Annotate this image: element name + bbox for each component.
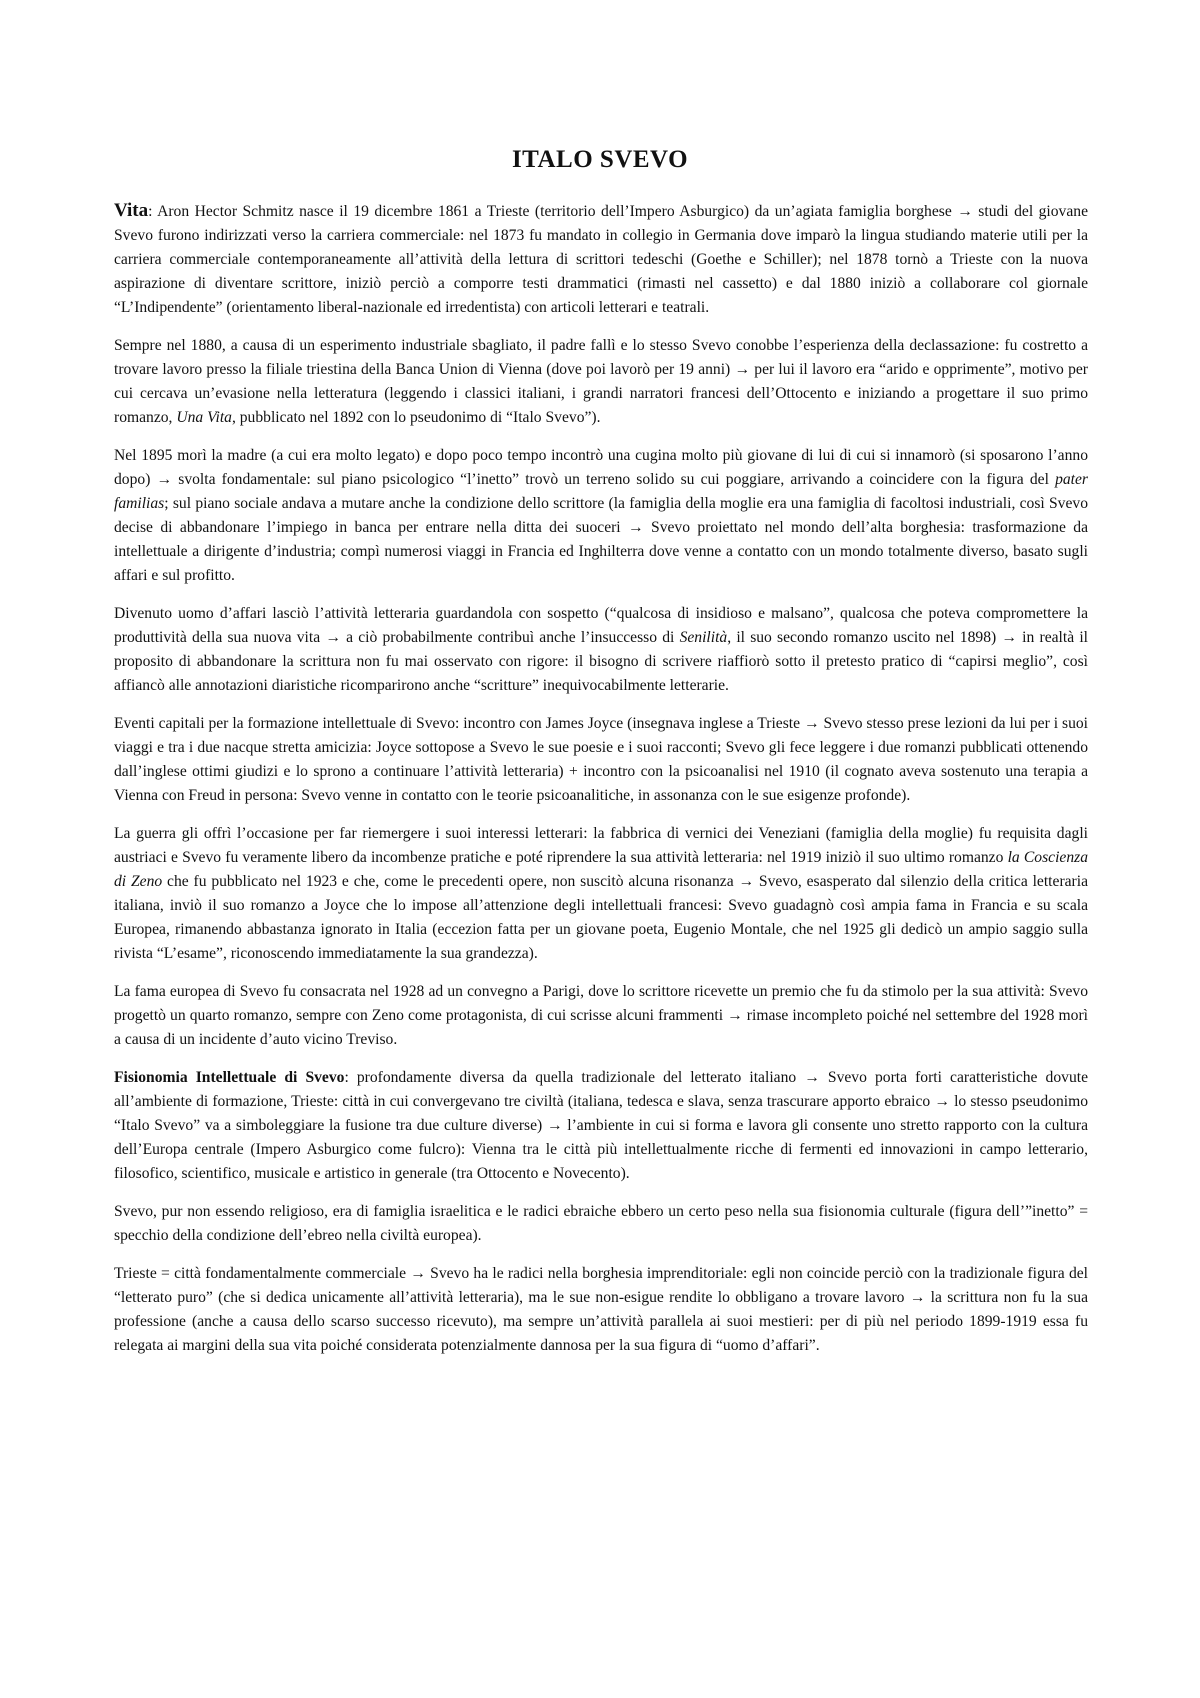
paragraph-text: , pubblicato nel 1892 con lo pseudonimo di “Italo Svevo”). <box>231 409 601 426</box>
paragraph-text: Eventi capitali per la formazione intellettuale di Svevo: incontro con James Joyce (insegnava inglese a Trieste → Svevo stesso prese lezioni da lui per i suoi viaggi e tra i due nacque stretta amicizia: Joyce sottopose a Svevo le sue poesie e i suoi racconti; Svevo gli fece leggere i due romanzi pubblicati ottenendo dall’inglese ottimi giudizi e lo sprono a continuare l’attività letteraria) + incontro con la psicoanalisi nel 1910 (il cognato aveva sostenuto una terapia a Vienna con Freud in persona: Svevo venne in contatto con le teorie psicoanalitiche, in assonanza con le sue esigenze profonde). <box>114 715 1088 804</box>
paragraph-text: Trieste = città fondamentalmente commerciale → Svevo ha le radici nella borghesia imprenditoriale: egli non coincide perciò con la tradizionale figura del “letterato puro” (che si dedica unicamente all’attività letteraria), ma le sue non-esigue rendite lo obbligano a trovare lavoro → la scrittura non fu la sua professione (anche a causa dello scarso successo ricevuto), ma sempre un’attività parallela ai suoi mestieri: per di più nel periodo 1899-1919 essa fu relegata ai margini della sua vita poiché considerata potenzialmente dannosa per la sua figura di “uomo d’affari”. <box>114 1265 1088 1354</box>
paragraph-heading: Fisionomia Intellettuale di Svevo <box>114 1069 345 1086</box>
document-body <box>114 199 1088 1372</box>
document-title: ITALO SVEVO <box>511 146 689 173</box>
body-paragraph <box>114 1262 1088 1358</box>
italic-title: pater familias <box>114 471 1088 512</box>
body-paragraph <box>114 199 1088 320</box>
paragraph-text: Divenuto uomo d’affari lasciò l’attività letteraria guardandola con sospetto (“qualcosa di insidioso e malsano”, qualcosa che poteva compromettere la produttività della sua nuova vita → a ciò probabilmente contribuì anche l’insuccesso di <box>114 605 1088 646</box>
paragraph-text: che fu pubblicato nel 1923 e che, come le precedenti opere, non suscitò alcuna risonanza → Svevo, esasperato dal silenzio della critica letteraria italiana, inviò il suo romanzo a Joyce che lo impose all’attenzione degli intellettuali francesi: Svevo guadagnò così ampia fama in Francia e su scala Europea, rimanendo abbastanza ignorato in Italia (eccezion fatta per un giovane poeta, Eugenio Montale, che nel 1925 gli dedicò un ampio saggio sulla rivista “L’esame”, riconoscendo immediatamente la sua grandezza). <box>114 873 1089 962</box>
paragraph-text: , il suo secondo romanzo uscito nel 1898) → in realtà il proposito di abbandonare la scrittura non fu mai osservato con rigore: il bisogno di scrivere riaffiorò sotto il pretesto pratico di “capirsi meglio”, così affiancò alle annotazioni diaristiche ricomparirono anche “scritture” inequivocabilmente letterarie. <box>114 629 1088 694</box>
paragraph-text: ; sul piano sociale andava a mutare anche la condizione dello scrittore (la famiglia della moglie era una famiglia di facoltosi industriali, così Svevo decise di abbandonare l’impiego in banca per entrare nella ditta dei suoceri → Svevo proiettato nel mondo dell’alta borghesia: trasformazione da intellettuale a dirigente d’industria; compì numerosi viaggi in Francia ed Inghilterra dove venne a contatto con un mondo totalmente diverso, basato sugli affari e sul profitto. <box>114 495 1088 584</box>
paragraph-text: : profondamente diversa da quella tradizionale del letterato italiano → Svevo porta forti caratteristiche dovute all’ambiente di formazione, Trieste: città in cui convergevano tre civiltà (italiana, tedesca e slava, senza trascurare apporto ebraico → lo stesso pseudonimo “Italo Svevo” va a simboleggiare la fusione tra due culture diverse) → l’ambiente in cui si forma e lavora gli consente uno stretto rapporto con la cultura dell’Europa centrale (Impero Asburgico come fulcro): Vienna tra le città più intellettualmente ricche di fermenti ed innovazioni in campo letterario, filosofico, scientifico, musicale e artistico in generale (tra Ottocento e Novecento). <box>114 1069 1088 1182</box>
paragraph-text: Sempre nel 1880, a causa di un esperimento industriale sbagliato, il padre fallì e lo stesso Svevo conobbe l’esperienza della declassazione: fu costretto a trovare lavoro presso la filiale triestina della Banca Union di Vienna (dove poi lavorò per 19 anni) → per lui il lavoro era “arido e opprimente”, motivo per cui cercava un’evasione nella letteratura (leggendo i classici italiani, i grandi narratori francesi dell’Ottocento e iniziando a progettare il suo primo romanzo, <box>114 337 1088 426</box>
italic-title: Senilità <box>679 629 728 646</box>
body-paragraph <box>114 444 1088 588</box>
body-paragraph <box>114 980 1088 1052</box>
body-paragraph <box>114 1066 1088 1186</box>
body-paragraph <box>114 1200 1088 1248</box>
body-paragraph <box>114 712 1088 808</box>
italic-title: la Coscienza di Zeno <box>114 849 1088 890</box>
paragraph-text: Svevo, pur non essendo religioso, era di famiglia israelitica e le radici ebraiche ebbero un certo peso nella sua fisionomia culturale (figura dell’”inetto” = specchio della condizione dell’ebreo nella civiltà europea). <box>114 1203 1088 1244</box>
paragraph-text: : Aron Hector Schmitz nasce il 19 dicembre 1861 a Trieste (territorio dell’Impero Asburgico) da un’agiata famiglia borghese → studi del giovane Svevo furono indirizzati verso la carriera commerciale: nel 1873 fu mandato in collegio in Germania dove imparò la lingua studiando materie utili per la carriera commerciale contemporaneamente all’attività della lettura di scrittori tedeschi (Goethe e Schiller); nel 1878 tornò a Trieste con la nuova aspirazione di diventare scrittore, iniziò perciò a comporre testi drammatici (rimasti nel cassetto) e dal 1880 iniziò a collaborare col giornale “L’Indipendente” (orientamento liberal-nazionale ed irredentista) con articoli letterari e teatrali. <box>114 203 1088 316</box>
body-paragraph <box>114 822 1088 966</box>
paragraph-heading: Vita <box>114 200 149 221</box>
paragraph-text: Nel 1895 morì la madre (a cui era molto legato) e dopo poco tempo incontrò una cugina molto più giovane di lui di cui si innamorò (si sposarono l’anno dopo) → svolta fondamentale: sul piano psicologico “l’inetto” trovò un terreno solido su cui poggiare, arrivando a coincidere con la figura del <box>114 447 1088 488</box>
paragraph-text: La fama europea di Svevo fu consacrata nel 1928 ad un convegno a Parigi, dove lo scrittore ricevette un premio che fu da stimolo per la sua attività: Svevo progettò un quarto romanzo, sempre con Zeno come protagonista, di cui scrisse alcuni frammenti → rimase incompleto poiché nel settembre del 1928 morì a causa di un incidente d’auto vicino Treviso. <box>114 983 1088 1048</box>
body-paragraph <box>114 334 1088 430</box>
body-paragraph <box>114 602 1088 698</box>
italic-title: Una Vita <box>176 409 232 426</box>
paragraph-text: La guerra gli offrì l’occasione per far riemergere i suoi interessi letterari: la fabbrica di vernici dei Veneziani (famiglia della moglie) fu requisita dagli austriaci e Svevo fu veramente libero da incombenze pratiche e poté riprendere la sua attività letteraria: nel 1919 iniziò il suo ultimo romanzo <box>114 825 1088 866</box>
